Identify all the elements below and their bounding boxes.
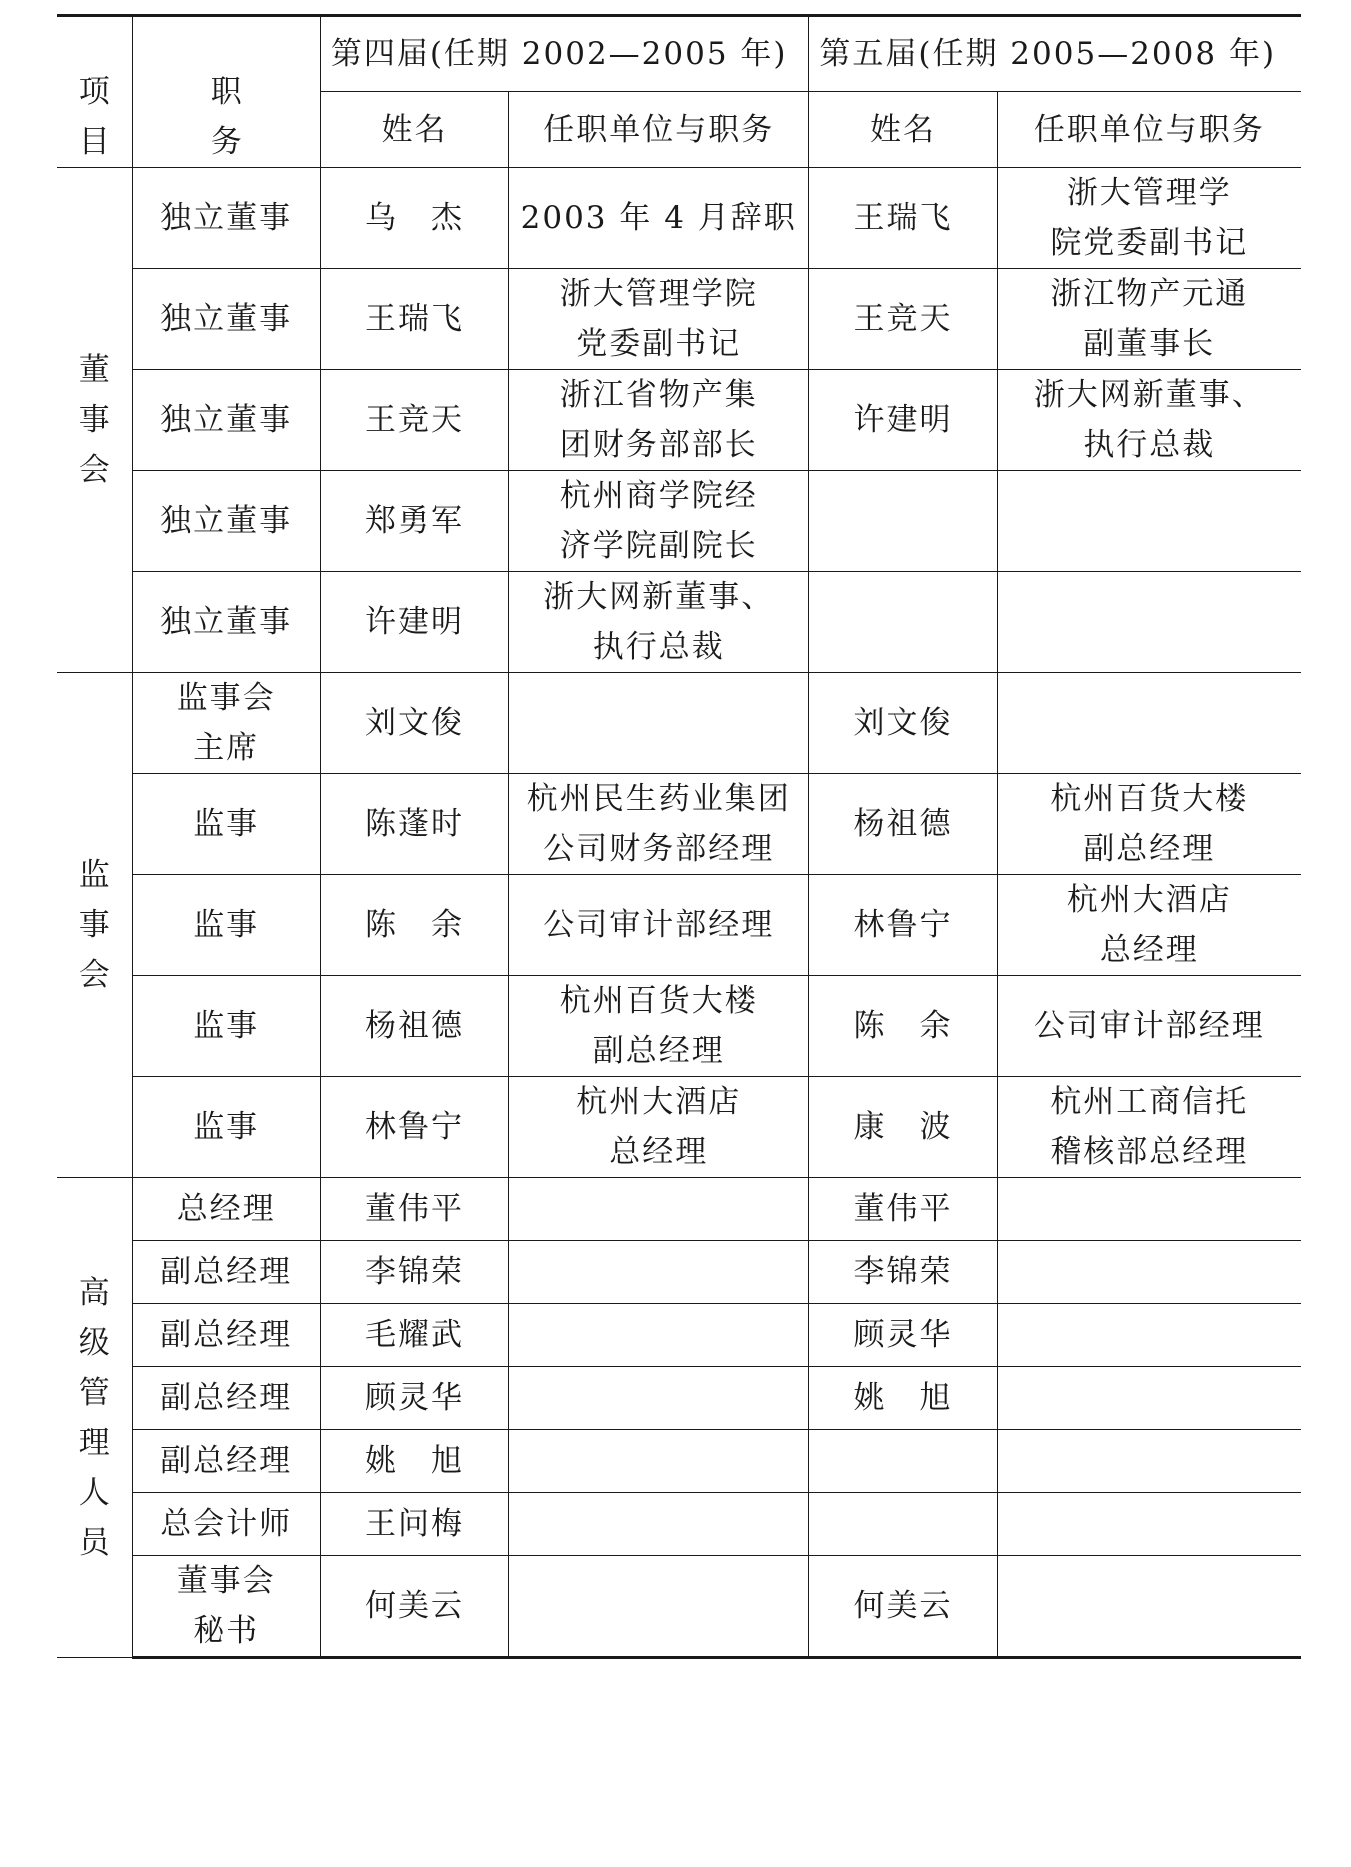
term5-name-cell: 李锦荣 xyxy=(809,1241,997,1304)
term4-org-cell: 杭州大酒店 总经理 xyxy=(509,1077,809,1178)
term5-name-cell: 顾灵华 xyxy=(809,1304,997,1367)
term4-org-cell xyxy=(509,1178,809,1241)
term4-org-cell xyxy=(509,1367,809,1430)
term4-name-cell: 乌 杰 xyxy=(320,168,508,269)
term5-org-cell xyxy=(997,673,1301,774)
position-cell: 副总经理 xyxy=(132,1241,320,1304)
position-cell: 副总经理 xyxy=(132,1430,320,1493)
term5-name-cell: 陈 余 xyxy=(809,976,997,1077)
term5-org-cell xyxy=(997,1430,1301,1493)
term5-org-cell xyxy=(997,1241,1301,1304)
term5-name-cell xyxy=(809,572,997,673)
position-cell: 副总经理 xyxy=(132,1367,320,1430)
position-cell: 监事 xyxy=(132,774,320,875)
term4-name-cell: 毛耀武 xyxy=(320,1304,508,1367)
term4-org-cell: 浙大网新董事、 执行总裁 xyxy=(509,572,809,673)
position-cell: 独立董事 xyxy=(132,168,320,269)
table-row xyxy=(57,1367,1301,1430)
term5-org-cell: 浙大管理学 院党委副书记 xyxy=(997,168,1301,269)
header-item: 项目 xyxy=(78,74,110,160)
term5-org-cell xyxy=(997,1304,1301,1367)
term4-org-cell: 杭州商学院经 济学院副院长 xyxy=(509,471,809,572)
term4-name-cell: 王瑞飞 xyxy=(320,269,508,370)
table-row xyxy=(57,168,1301,269)
term5-name-cell: 刘文俊 xyxy=(809,673,997,774)
table-row xyxy=(57,370,1301,471)
header-name5: 姓名 xyxy=(809,92,997,168)
term4-org-cell xyxy=(509,673,809,774)
table-row xyxy=(57,673,1301,774)
term5-org-cell: 浙大网新董事、 执行总裁 xyxy=(997,370,1301,471)
term4-name-cell: 许建明 xyxy=(320,572,508,673)
header-position-cell xyxy=(132,16,320,168)
section-label: 董事会 xyxy=(78,352,110,488)
term5-name-cell: 何美云 xyxy=(809,1556,997,1658)
table-row xyxy=(57,1493,1301,1556)
term4-org-cell xyxy=(509,1556,809,1658)
term5-org-cell: 浙江物产元通 副董事长 xyxy=(997,269,1301,370)
position-cell: 副总经理 xyxy=(132,1304,320,1367)
term4-name-cell: 李锦荣 xyxy=(320,1241,508,1304)
term4-org-cell: 杭州百货大楼 副总经理 xyxy=(509,976,809,1077)
term4-org-cell: 杭州民生药业集团 公司财务部经理 xyxy=(509,774,809,875)
header-org5: 任职单位与职务 xyxy=(997,92,1301,168)
position-cell: 独立董事 xyxy=(132,269,320,370)
header-position: 职务 xyxy=(210,74,242,160)
personnel-table xyxy=(57,14,1301,1659)
header-item-cell xyxy=(57,16,132,168)
term5-name-cell: 姚 旭 xyxy=(809,1367,997,1430)
term4-org-cell: 公司审计部经理 xyxy=(509,875,809,976)
term5-name-cell: 王瑞飞 xyxy=(809,168,997,269)
header-org4: 任职单位与职务 xyxy=(509,92,809,168)
term5-org-cell xyxy=(997,1367,1301,1430)
table-row xyxy=(57,1304,1301,1367)
term5-org-cell: 杭州百货大楼 副总经理 xyxy=(997,774,1301,875)
term5-org-cell xyxy=(997,1178,1301,1241)
position-cell: 监事 xyxy=(132,976,320,1077)
term4-name-cell: 姚 旭 xyxy=(320,1430,508,1493)
term4-org-cell: 2003 年 4 月辞职 xyxy=(509,168,809,269)
term4-org-cell: 浙江省物产集 团财务部部长 xyxy=(509,370,809,471)
position-cell: 董事会 秘书 xyxy=(132,1556,320,1658)
term5-name-cell: 林鲁宁 xyxy=(809,875,997,976)
table-row xyxy=(57,1077,1301,1178)
section-label: 监事会 xyxy=(78,857,110,993)
header-row-1 xyxy=(57,16,1301,92)
term5-org-cell: 杭州工商信托 稽核部总经理 xyxy=(997,1077,1301,1178)
header-name4: 姓名 xyxy=(320,92,508,168)
term5-name-cell xyxy=(809,1430,997,1493)
term4-org-cell xyxy=(509,1304,809,1367)
section-label-cell xyxy=(57,168,132,673)
term5-org-cell xyxy=(997,471,1301,572)
table-row xyxy=(57,471,1301,572)
position-cell: 独立董事 xyxy=(132,370,320,471)
term4-name-cell: 郑勇军 xyxy=(320,471,508,572)
table-row xyxy=(57,875,1301,976)
term4-name-cell: 刘文俊 xyxy=(320,673,508,774)
term5-name-cell: 王竞天 xyxy=(809,269,997,370)
position-cell: 监事会 主席 xyxy=(132,673,320,774)
term4-org-cell: 浙大管理学院 党委副书记 xyxy=(509,269,809,370)
term4-org-cell xyxy=(509,1493,809,1556)
term4-name-cell: 陈蓬时 xyxy=(320,774,508,875)
position-cell: 独立董事 xyxy=(132,572,320,673)
table-row xyxy=(57,1178,1301,1241)
table-row xyxy=(57,1430,1301,1493)
table-row xyxy=(57,976,1301,1077)
term5-org-cell: 杭州大酒店 总经理 xyxy=(997,875,1301,976)
position-cell: 总会计师 xyxy=(132,1493,320,1556)
term4-name-cell: 杨祖德 xyxy=(320,976,508,1077)
term5-name-cell: 许建明 xyxy=(809,370,997,471)
term4-org-cell xyxy=(509,1430,809,1493)
term5-org-cell xyxy=(997,1493,1301,1556)
section-label-cell xyxy=(57,673,132,1178)
term4-org-cell xyxy=(509,1241,809,1304)
term4-name-cell: 陈 余 xyxy=(320,875,508,976)
position-cell: 独立董事 xyxy=(132,471,320,572)
term5-name-cell: 康 波 xyxy=(809,1077,997,1178)
term5-name-cell: 杨祖德 xyxy=(809,774,997,875)
term5-org-cell xyxy=(997,1556,1301,1658)
table-row xyxy=(57,572,1301,673)
table-row xyxy=(57,1241,1301,1304)
term5-org-cell: 公司审计部经理 xyxy=(997,976,1301,1077)
term4-name-cell: 林鲁宁 xyxy=(320,1077,508,1178)
section-label: 高级管理人员 xyxy=(78,1274,110,1561)
term5-name-cell xyxy=(809,1493,997,1556)
section-label-cell xyxy=(57,1178,132,1658)
term5-org-cell xyxy=(997,572,1301,673)
header-term5: 第五届(任期 2005—2008 年) xyxy=(809,16,1301,92)
table-row xyxy=(57,774,1301,875)
table-row xyxy=(57,269,1301,370)
term4-name-cell: 顾灵华 xyxy=(320,1367,508,1430)
term5-name-cell: 董伟平 xyxy=(809,1178,997,1241)
term4-name-cell: 王问梅 xyxy=(320,1493,508,1556)
term4-name-cell: 董伟平 xyxy=(320,1178,508,1241)
term5-name-cell xyxy=(809,471,997,572)
term4-name-cell: 王竞天 xyxy=(320,370,508,471)
position-cell: 总经理 xyxy=(132,1178,320,1241)
term4-name-cell: 何美云 xyxy=(320,1556,508,1658)
header-term4: 第四届(任期 2002—2005 年) xyxy=(320,16,809,92)
position-cell: 监事 xyxy=(132,1077,320,1178)
table-row xyxy=(57,1556,1301,1658)
position-cell: 监事 xyxy=(132,875,320,976)
